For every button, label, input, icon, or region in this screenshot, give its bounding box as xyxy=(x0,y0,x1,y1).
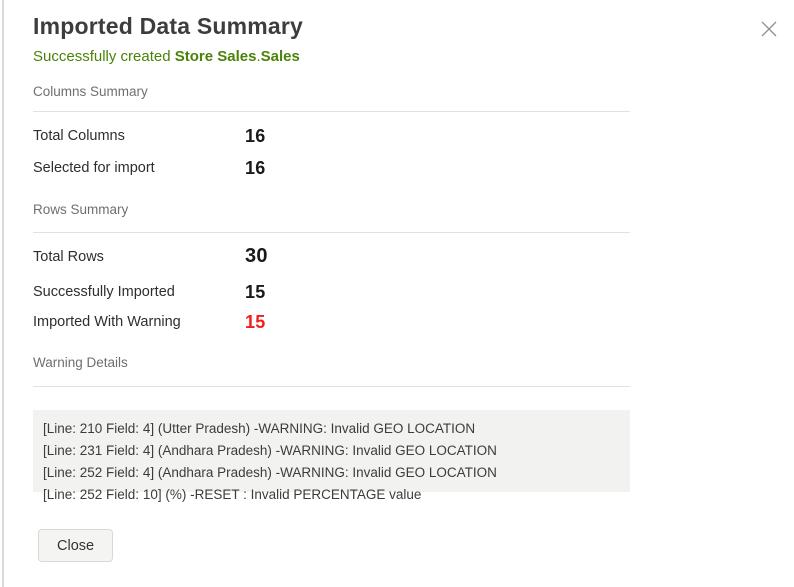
selected-for-import-label: Selected for import xyxy=(33,160,155,176)
warning-details-list[interactable] xyxy=(33,410,630,502)
warning-line: [Line: 252 Field: 4] (Andhara Pradesh) -WARNING: Invalid GEO LOCATION xyxy=(43,465,497,480)
rows-summary-divider xyxy=(33,232,630,233)
warning-details-heading: Warning Details xyxy=(33,355,128,370)
close-button[interactable]: Close xyxy=(38,529,113,562)
x-glyph xyxy=(759,19,779,39)
columns-summary-heading: Columns Summary xyxy=(33,84,148,99)
close-icon[interactable] xyxy=(756,16,782,42)
success-message-prefix: Successfully created xyxy=(33,48,175,65)
success-message xyxy=(33,48,300,65)
selected-for-import-value: 16 xyxy=(245,158,266,178)
created-view-name: Sales xyxy=(260,48,300,65)
successfully-imported-label: Successfully Imported xyxy=(33,284,175,300)
rows-summary-heading: Rows Summary xyxy=(33,202,129,217)
warning-line: [Line: 252 Field: 10] (%) -RESET : Invalid PERCENTAGE value xyxy=(43,487,422,502)
page-title: Imported Data Summary xyxy=(33,13,304,39)
total-columns-label: Total Columns xyxy=(33,128,125,144)
warning-line: [Line: 210 Field: 4] (Utter Pradesh) -WARNING: Invalid GEO LOCATION xyxy=(43,421,476,436)
warning-details-divider xyxy=(33,386,630,387)
imported-with-warning-value: 15 xyxy=(245,312,266,332)
imported-with-warning-label: Imported With Warning xyxy=(33,314,181,330)
total-columns-value: 16 xyxy=(245,126,266,146)
table-name-separator: . xyxy=(256,48,261,65)
warning-line: [Line: 231 Field: 4] (Andhara Pradesh) -WARNING: Invalid GEO LOCATION xyxy=(43,443,497,458)
successfully-imported-value: 15 xyxy=(245,282,266,302)
dialog-content xyxy=(33,0,630,587)
total-rows-value: 30 xyxy=(245,245,268,267)
created-table-name: Store Sales xyxy=(174,48,257,65)
total-rows-label: Total Rows xyxy=(33,249,104,265)
columns-summary-divider xyxy=(33,111,630,112)
panel-left-edge xyxy=(2,0,4,587)
